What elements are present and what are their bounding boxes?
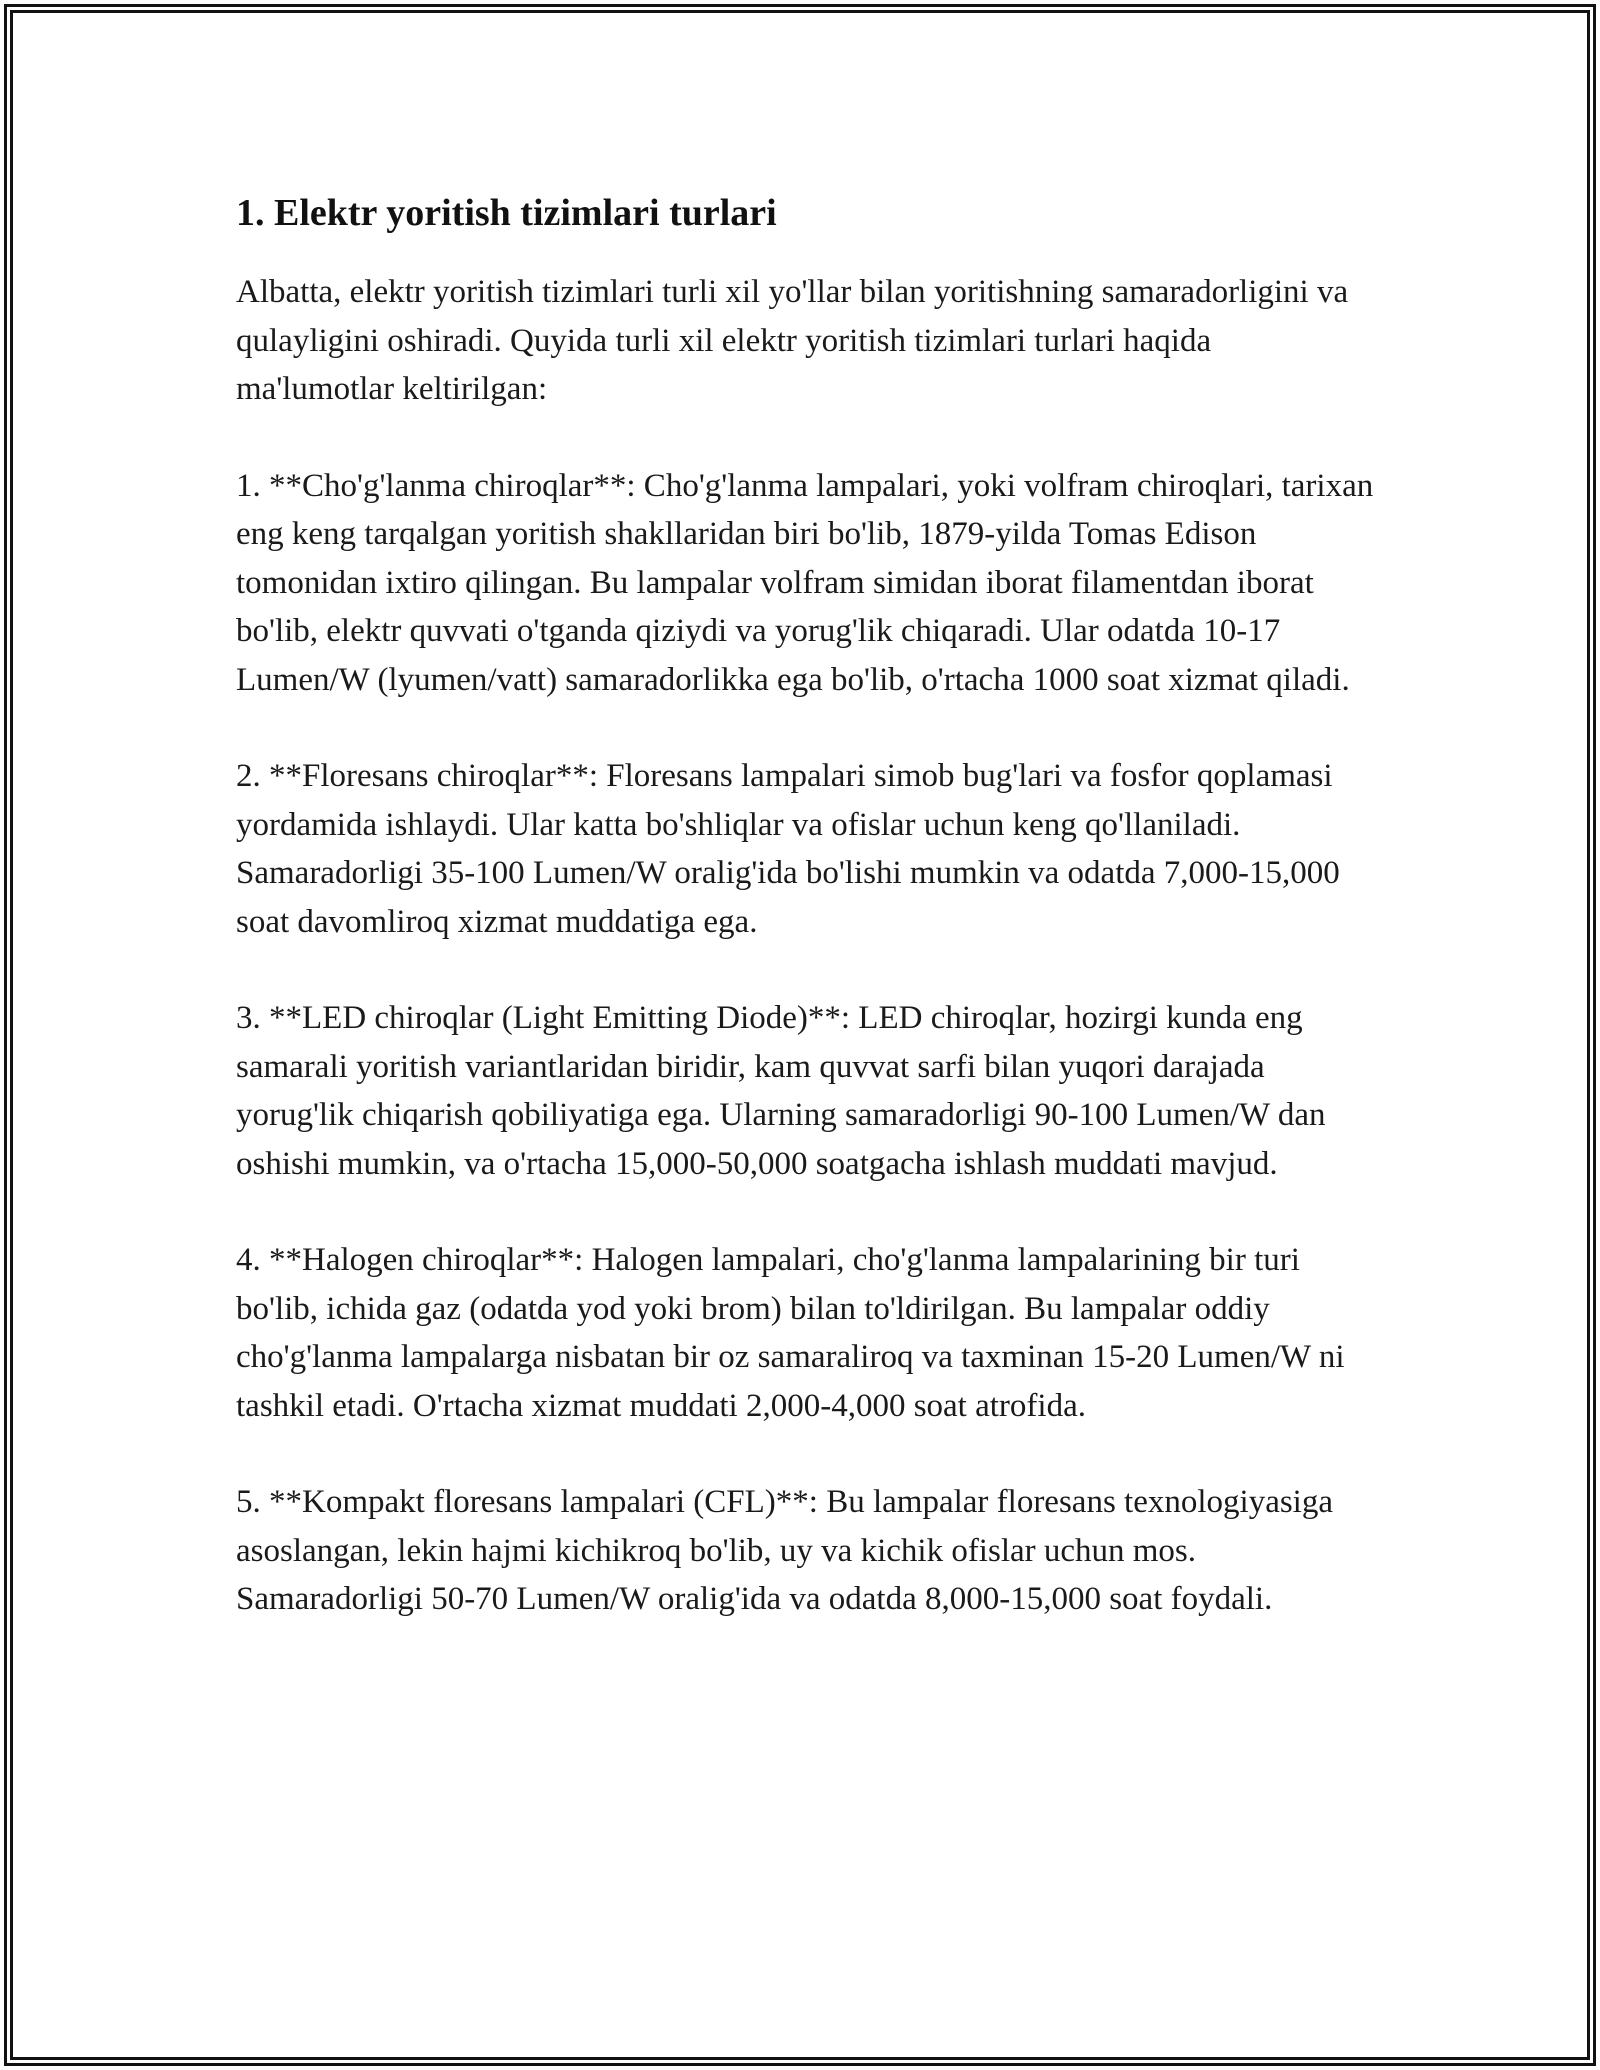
document-body (236, 186, 1376, 1672)
intro-paragraph: Albatta, elektr yoritish tizimlari turli xil yo'llar bilan yoritishning samaradorligini va qulayligini oshiradi. Quyida turli xil elektr yoritish tizimlari turlari haqida ma'lumotlar keltirilgan: (236, 274, 1349, 407)
list-item-halogen: 4. **Halogen chiroqlar**: Halogen lampalari, cho'g'lanma lampalarining bir turi bo'lib, ichida gaz (odatda yod yoki brom) bilan to'ldirilgan. Bu lampalar oddiy cho'g'lanma lampalarga nisbatan bir oz samaraliroq va taxminan 15-20 Lumen/W ni tashkil etadi. O'rtacha xizmat muddati 2,000-4,000 soat atrofida. (236, 1242, 1345, 1424)
list-item-fluorescent: 2. **Floresans chiroqlar**: Floresans lampalari simob bug'lari va fosfor qoplamasi yordamida ishlaydi. Ular katta bo'shliqlar va ofislar uchun keng qo'llaniladi. Samaradorligi 35-100 Lumen/W oralig'ida bo'lishi mumkin va odatda 7,000-15,000 soat davomliroq xizmat muddatiga ega. (236, 758, 1340, 940)
list-item-cfl: 5. **Kompakt floresans lampalari (CFL)**: Bu lampalar floresans texnologiyasiga asoslangan, lekin hajmi kichikroq bo'lib, uy va kichik ofislar uchun mos. Samaradorligi 50-70 Lumen/W oralig'ida va odatda 8,000-15,000 soat foydali. (236, 1484, 1333, 1617)
document-title: 1. Elektr yoritish tizimlari turlari (236, 192, 777, 234)
list-item-incandescent: 1. **Cho'g'lanma chiroqlar**: Cho'g'lanma lampalari, yoki volfram chiroqlari, tarixan eng keng tarqalgan yoritish shakllaridan biri bo'lib, 1879-yilda Tomas Edison tomonidan ixtiro qilingan. Bu lampalar volfram simidan iborat filamentdan iborat bo'lib, elektr quvvati o'tganda qiziydi va yorug'lik chiqaradi. Ular odatda 10-17 Lumen/W (lyumen/vatt) samaradorlikka ega bo'lib, o'rtacha 1000 soat xizmat qiladi. (236, 467, 1374, 698)
list-item-led: 3. **LED chiroqlar (Light Emitting Diode)**: LED chiroqlar, hozirgi kunda eng samarali yoritish variantlaridan biridir, kam quvvat sarfi bilan yuqori darajada yorug'lik chiqarish qobiliyatiga ega. Ularning samaradorligi 90-100 Lumen/W dan oshishi mumkin, va o'rtacha 15,000-50,000 soatgacha ishlash muddati mavjud. (236, 1000, 1326, 1182)
